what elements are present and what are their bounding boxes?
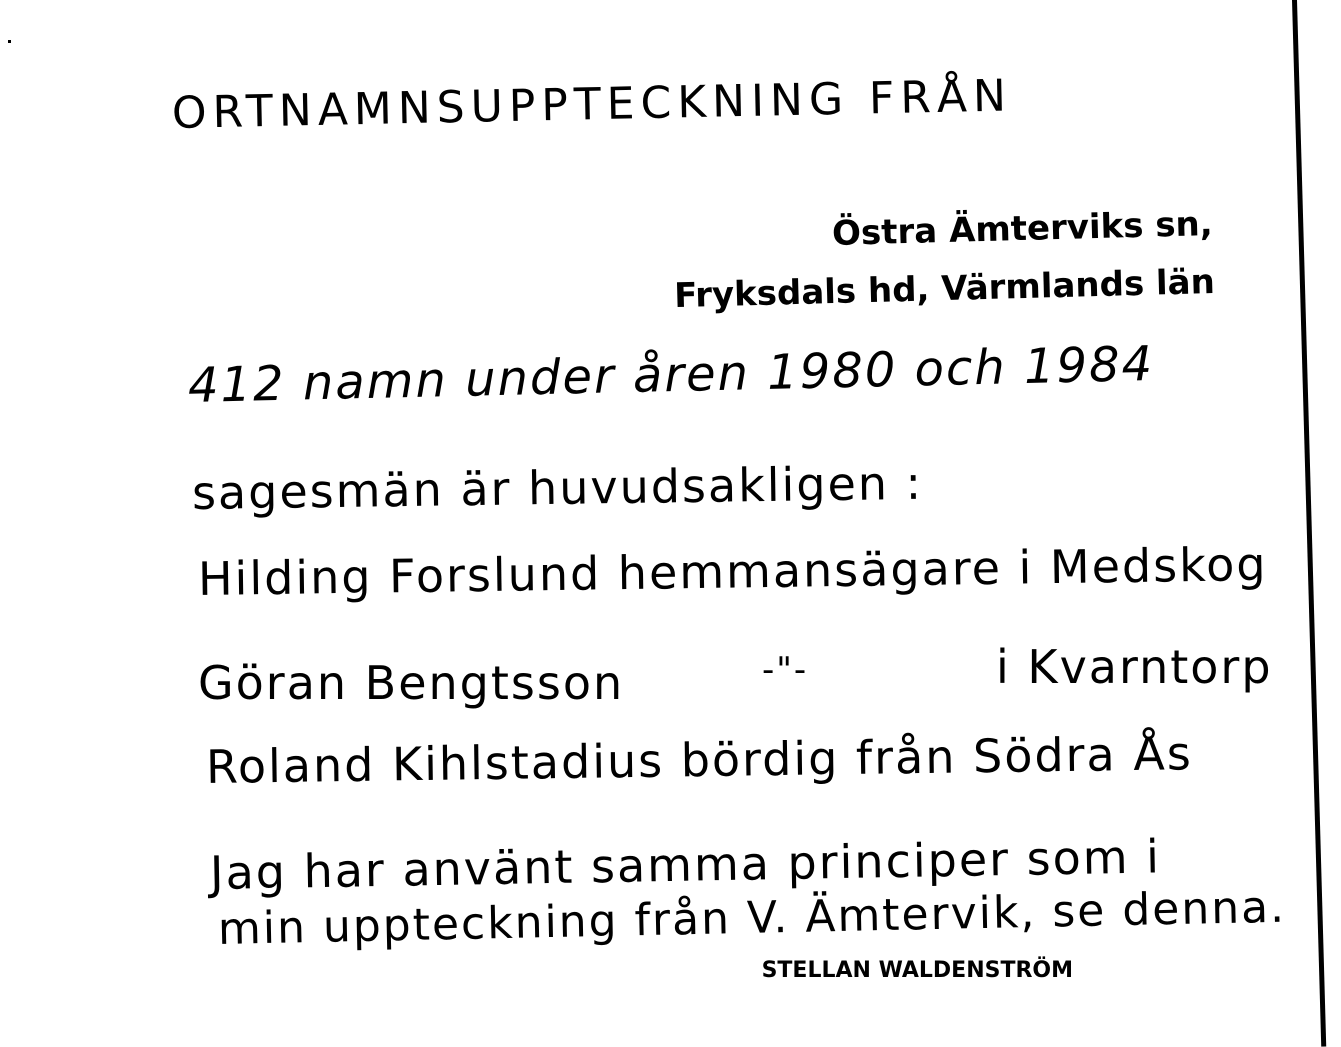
note-line-2: min uppteckning från V. Ämtervik, se denna. [217, 881, 1287, 955]
informants-heading: sagesmän är huvudsakligen : [191, 455, 924, 520]
note-line-1: Jag har använt samma principer som i [209, 829, 1162, 900]
informant-1: Hilding Forslund hemmansägare i Medskog [197, 537, 1268, 606]
district-stamp-line: Fryksdals hd, Värmlands län [673, 262, 1216, 317]
scan-speck [8, 40, 11, 43]
document-title: ORTNAMNSUPPTECKNING FRÅN [171, 70, 1013, 139]
ditto-mark: -"- [762, 650, 809, 690]
informant-2-name: Göran Bengtsson [198, 656, 625, 710]
informant-2-place: i Kvarntorp [996, 640, 1273, 694]
name-count-line: 412 namn under åren 1980 och 1984 [187, 336, 1155, 414]
signature-stamp: STELLAN WALDENSTRÖM [761, 958, 1073, 983]
card-edge-line [1292, 0, 1326, 1047]
informant-3: Roland Kihlstadius bördig från Södra Ås [205, 726, 1194, 794]
parish-stamp-line: Östra Ämterviks sn, [831, 204, 1214, 254]
